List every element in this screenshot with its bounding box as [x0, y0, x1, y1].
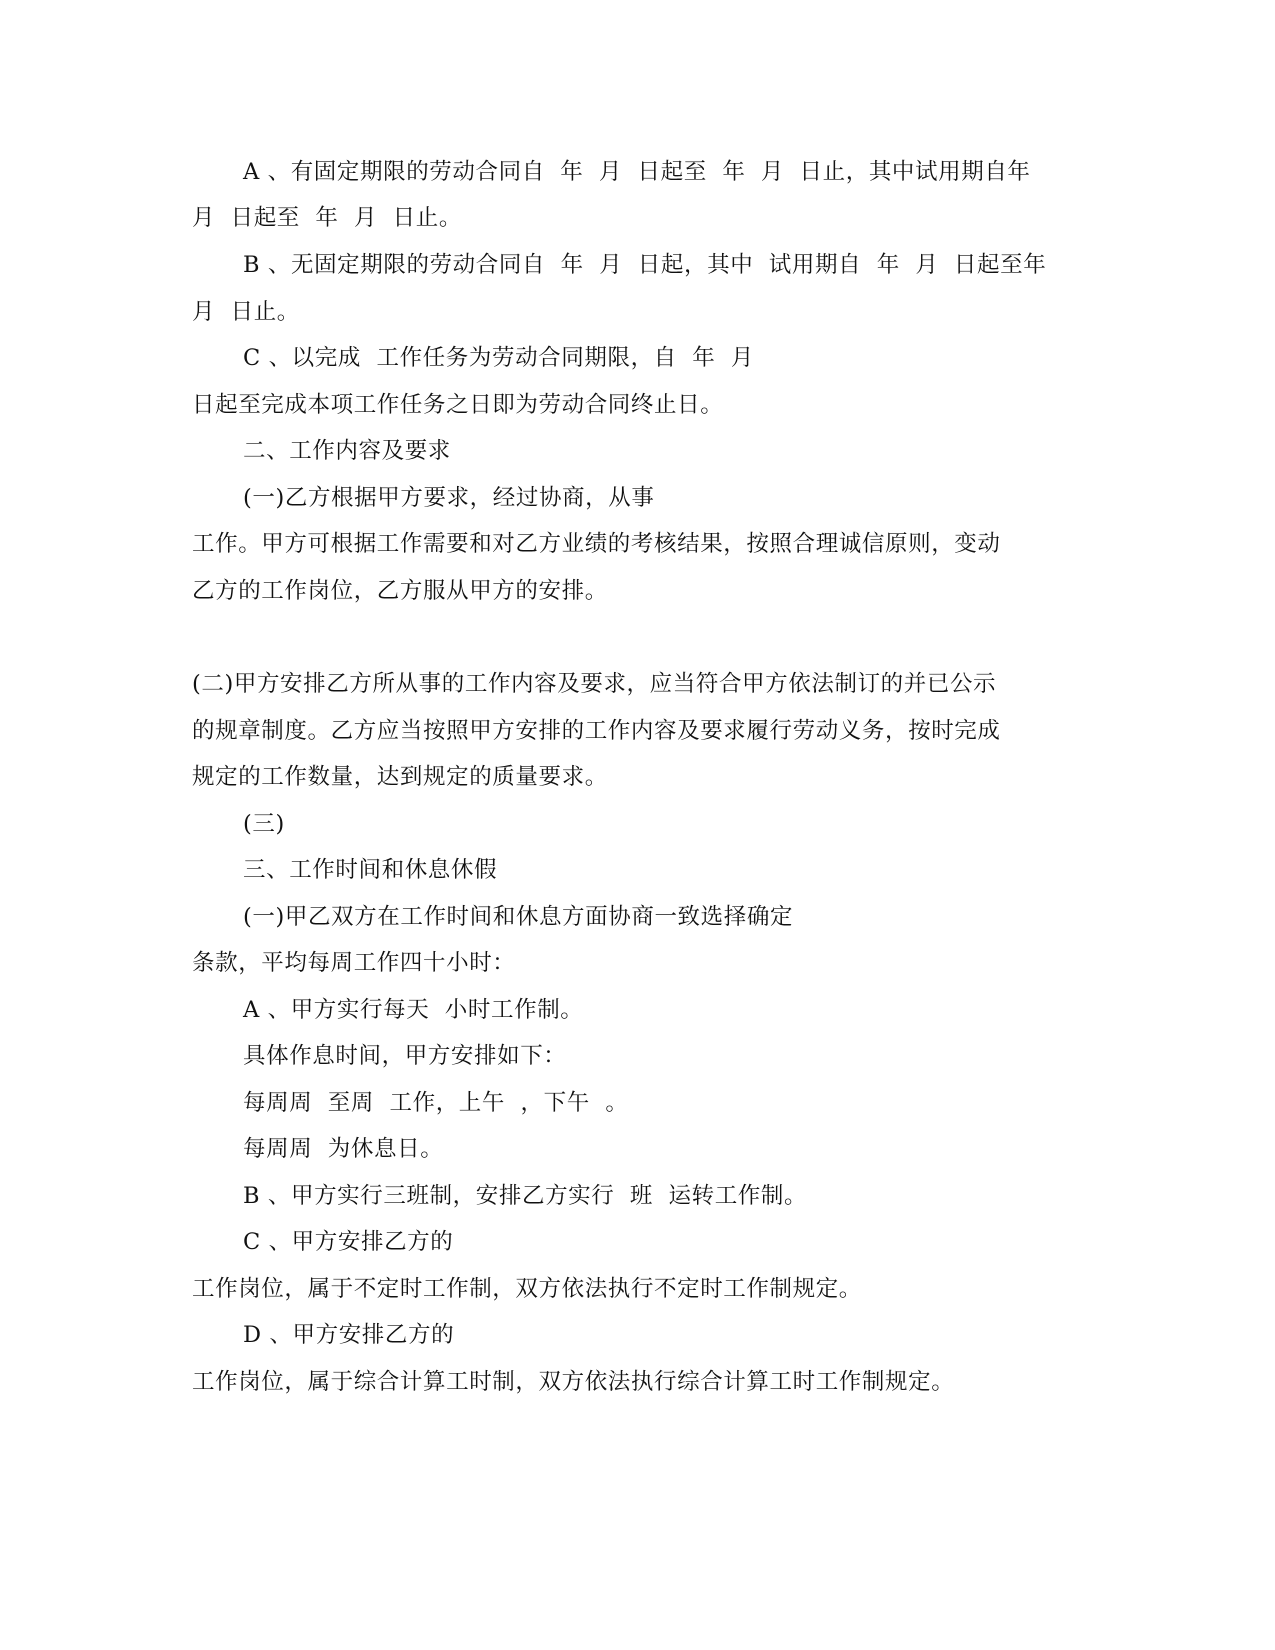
- text-line: 的规章制度。乙方应当按照甲方安排的工作内容及要求履行劳动义务，按时完成: [192, 718, 1001, 744]
- text-line: (三): [243, 811, 285, 837]
- text-line: 每周周 为休息日。: [243, 1136, 444, 1162]
- text-line: C 、以完成 工作任务为劳动合同期限，自 年 月: [243, 345, 754, 371]
- text-line: 规定的工作数量，达到规定的质量要求。: [192, 764, 608, 790]
- text-line: B 、无固定期限的劳动合同自 年 月 日起，其中 试用期自 年 月 日起至年: [243, 252, 1047, 278]
- text-line: 月 日止。: [192, 299, 300, 325]
- text-line: C 、甲方安排乙方的: [243, 1229, 454, 1255]
- text-line: (二)甲方安排乙方所从事的工作内容及要求，应当符合甲方依法制订的并已公示: [192, 671, 997, 697]
- text-line: 工作。甲方可根据工作需要和对乙方业绩的考核结果，按照合理诚信原则，变动: [192, 531, 1001, 557]
- text-line: B 、甲方实行三班制，安排乙方实行 班 运转工作制。: [243, 1183, 808, 1209]
- text-line: 工作岗位，属于综合计算工时制，双方依法执行综合计算工时工作制规定。: [192, 1369, 955, 1395]
- text-line: 日起至完成本项工作任务之日即为劳动合同终止日。: [192, 392, 724, 418]
- text-line: 工作岗位，属于不定时工作制，双方依法执行不定时工作制规定。: [192, 1276, 862, 1302]
- text-line: 具体作息时间，甲方安排如下：: [243, 1043, 567, 1069]
- section-heading: 三、工作时间和休息休假: [243, 857, 498, 883]
- text-line: A 、有固定期限的劳动合同自 年 月 日起至 年 月 日止，其中试用期自年: [243, 159, 1031, 185]
- section-heading: 二、工作内容及要求: [243, 438, 451, 464]
- text-line: 乙方的工作岗位，乙方服从甲方的安排。: [192, 578, 608, 604]
- text-line: D 、甲方安排乙方的: [243, 1322, 455, 1348]
- text-line: (一)甲乙双方在工作时间和休息方面协商一致选择确定: [243, 904, 794, 930]
- text-line: 条款，平均每周工作四十小时：: [192, 950, 516, 976]
- text-line: A 、甲方实行每天 小时工作制。: [243, 997, 584, 1023]
- text-line: 月 日起至 年 月 日止。: [192, 205, 462, 231]
- text-line: 每周周 至周 工作，上午 ，下午 。: [243, 1090, 629, 1116]
- text-line: (一)乙方根据甲方要求，经过协商，从事: [243, 485, 655, 511]
